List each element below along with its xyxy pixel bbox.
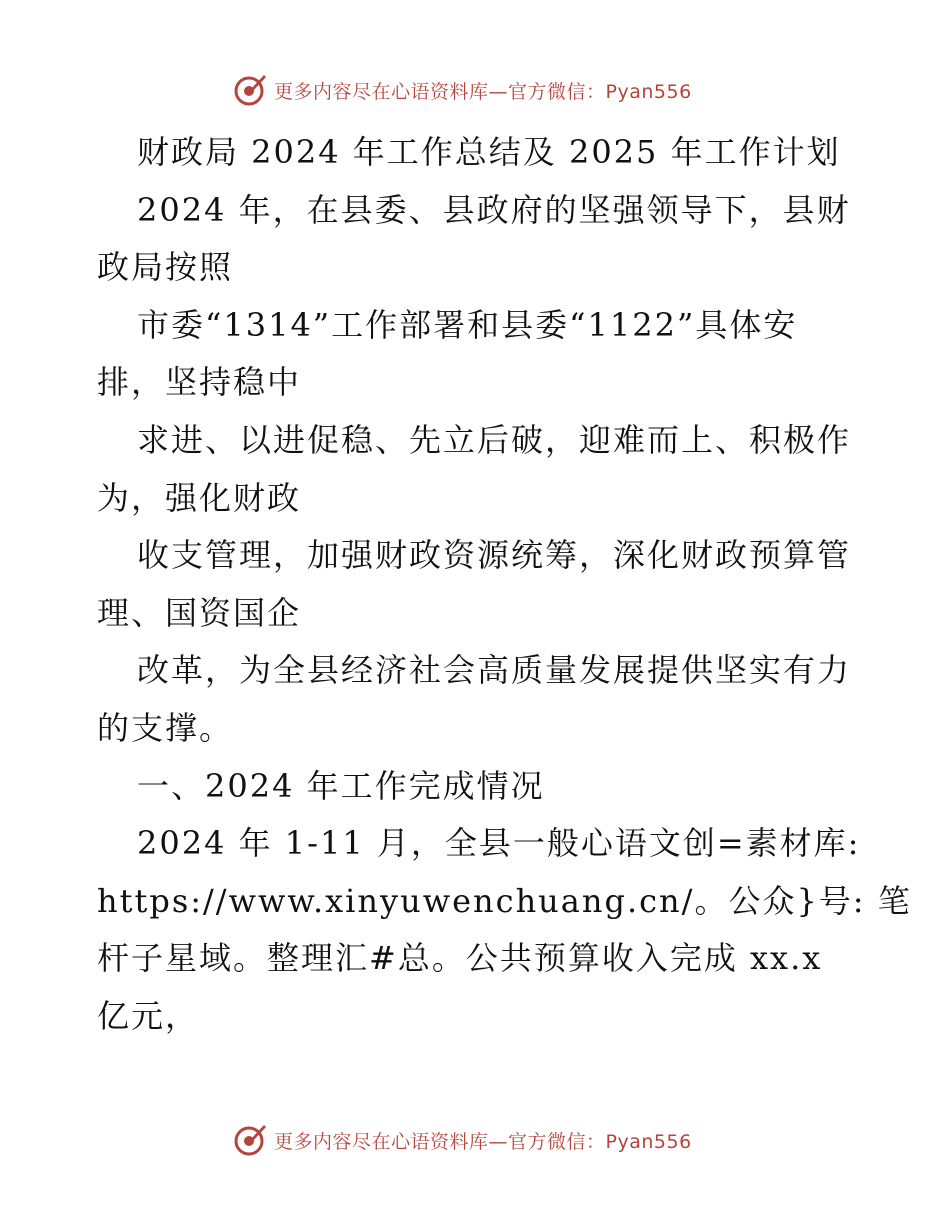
document-line: 收支管理，加强财政资源统筹，深化财政预算管 — [137, 536, 852, 575]
document-line: 排，坚持稳中 — [97, 363, 302, 402]
document-line: 理、国资国企 — [97, 593, 302, 632]
header-banner-text: 更多内容尽在心语资料库—官方微信：Pyan556 — [274, 80, 692, 103]
footer-banner-text: 更多内容尽在心语资料库—官方微信：Pyan556 — [274, 1130, 692, 1153]
document-body — [97, 124, 912, 1046]
footer-banner — [232, 1120, 692, 1160]
pen-nib-circle-logo-icon — [232, 1122, 268, 1158]
document-line: 一、2024 年工作完成情况 — [137, 766, 545, 805]
document-line: 为，强化财政 — [97, 478, 302, 517]
document-line: https://www.xinyuwenchuang.cn/。公众}号: 笔 — [97, 881, 912, 920]
document-line: 的支撑。 — [97, 708, 234, 747]
document-line: 2024 年 1-11 月，全县一般心语文创=素材库: — [137, 824, 861, 863]
document-line: 2024 年，在县委、县政府的坚强领导下，县财 — [137, 190, 851, 229]
document-line: 求进、以进促稳、先立后破，迎难而上、积极作 — [137, 420, 852, 459]
document-line: 市委“1314”工作部署和县委“1122”具体安 — [137, 305, 798, 344]
document-line: 政局按照 — [97, 248, 234, 287]
pen-nib-circle-logo-icon — [232, 72, 268, 108]
document-line: 亿元， — [97, 996, 200, 1035]
document-line: 杆子星域。整理汇#总。公共预算收入完成 xx.x — [97, 939, 823, 978]
document-line: 财政局 2024 年工作总结及 2025 年工作计划 — [137, 133, 841, 171]
document-line: 改革，为全县经济社会高质量发展提供坚实有力 — [137, 651, 852, 690]
header-banner — [232, 70, 692, 110]
